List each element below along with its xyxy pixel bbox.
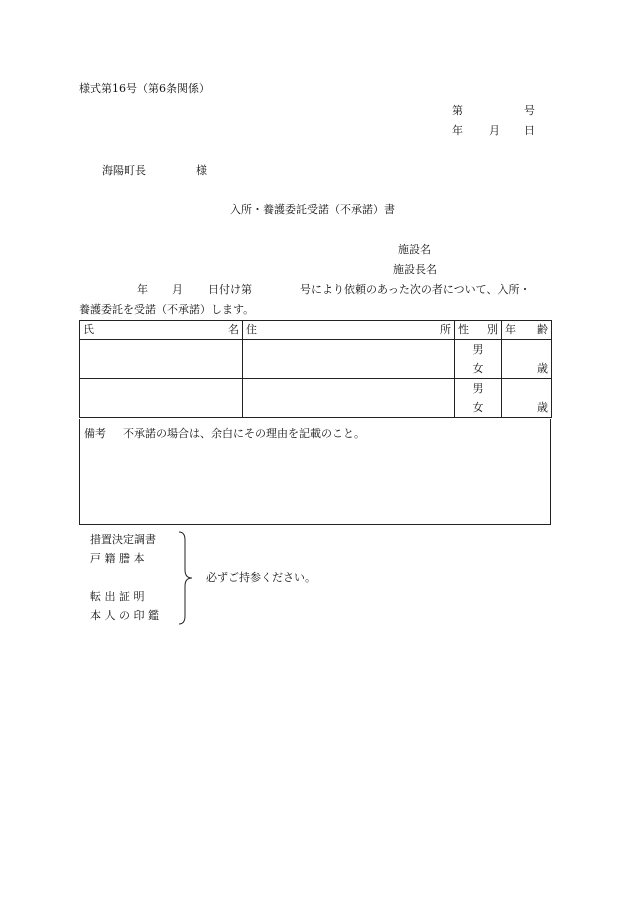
bring-note: 必ずご持参ください。 (206, 571, 316, 584)
address-cell[interactable] (243, 379, 455, 418)
body-month: 月 (172, 283, 183, 296)
age-cell[interactable]: 歳 (502, 379, 552, 418)
body-line1-end: 号により依頼のあった次の者について、入所・ (300, 283, 531, 296)
sex-cell[interactable]: 男 女 (455, 379, 502, 418)
addressee-honorific: 様 (196, 164, 207, 177)
address-cell[interactable] (243, 340, 455, 379)
facility-head-label: 施設長名 (393, 263, 437, 276)
form-id: 様式第16号（第6条関係） (79, 82, 210, 95)
remarks-text: 不承諾の場合は、余白にその理由を記載のこと。 (123, 427, 365, 440)
name-cell[interactable] (80, 340, 243, 379)
date-month: 月 (489, 124, 500, 137)
table-header-row (80, 321, 552, 340)
doc-no-dai: 第 (452, 104, 463, 117)
body-line2: 養護委託を受諾（不承諾）します。 (79, 303, 255, 316)
list-item: 戸 籍 謄 本 (90, 552, 145, 565)
document-title: 入所・養護委託受諾（不承諾）書 (230, 203, 395, 216)
list-item: 措置決定調書 (90, 533, 156, 546)
body-day-ref: 日付け第 (208, 283, 252, 296)
header-address: 住 所 (243, 321, 455, 340)
list-item: 転 出 証 明 (90, 590, 145, 603)
addressee-name: 海陽町長 (102, 164, 146, 177)
date-year: 年 (452, 124, 463, 137)
date-day: 日 (524, 124, 535, 137)
required-documents-list (90, 530, 159, 625)
header-age: 年 齢 (502, 321, 552, 340)
table-row (80, 340, 552, 379)
name-cell[interactable] (80, 379, 243, 418)
facility-name-label: 施設名 (398, 243, 431, 256)
applicant-table (79, 320, 552, 418)
table-row (80, 379, 552, 418)
age-cell[interactable]: 歳 (502, 340, 552, 379)
list-item: 本 人 の 印 鑑 (90, 609, 159, 622)
curly-brace-icon (176, 530, 196, 626)
doc-no-go: 号 (524, 104, 535, 117)
remarks-label: 備考 (84, 427, 106, 440)
header-sex: 性 別 (455, 321, 502, 340)
header-name: 氏 名 (80, 321, 243, 340)
remarks-box (79, 419, 551, 525)
sex-cell[interactable]: 男 女 (455, 340, 502, 379)
body-year: 年 (137, 283, 148, 296)
